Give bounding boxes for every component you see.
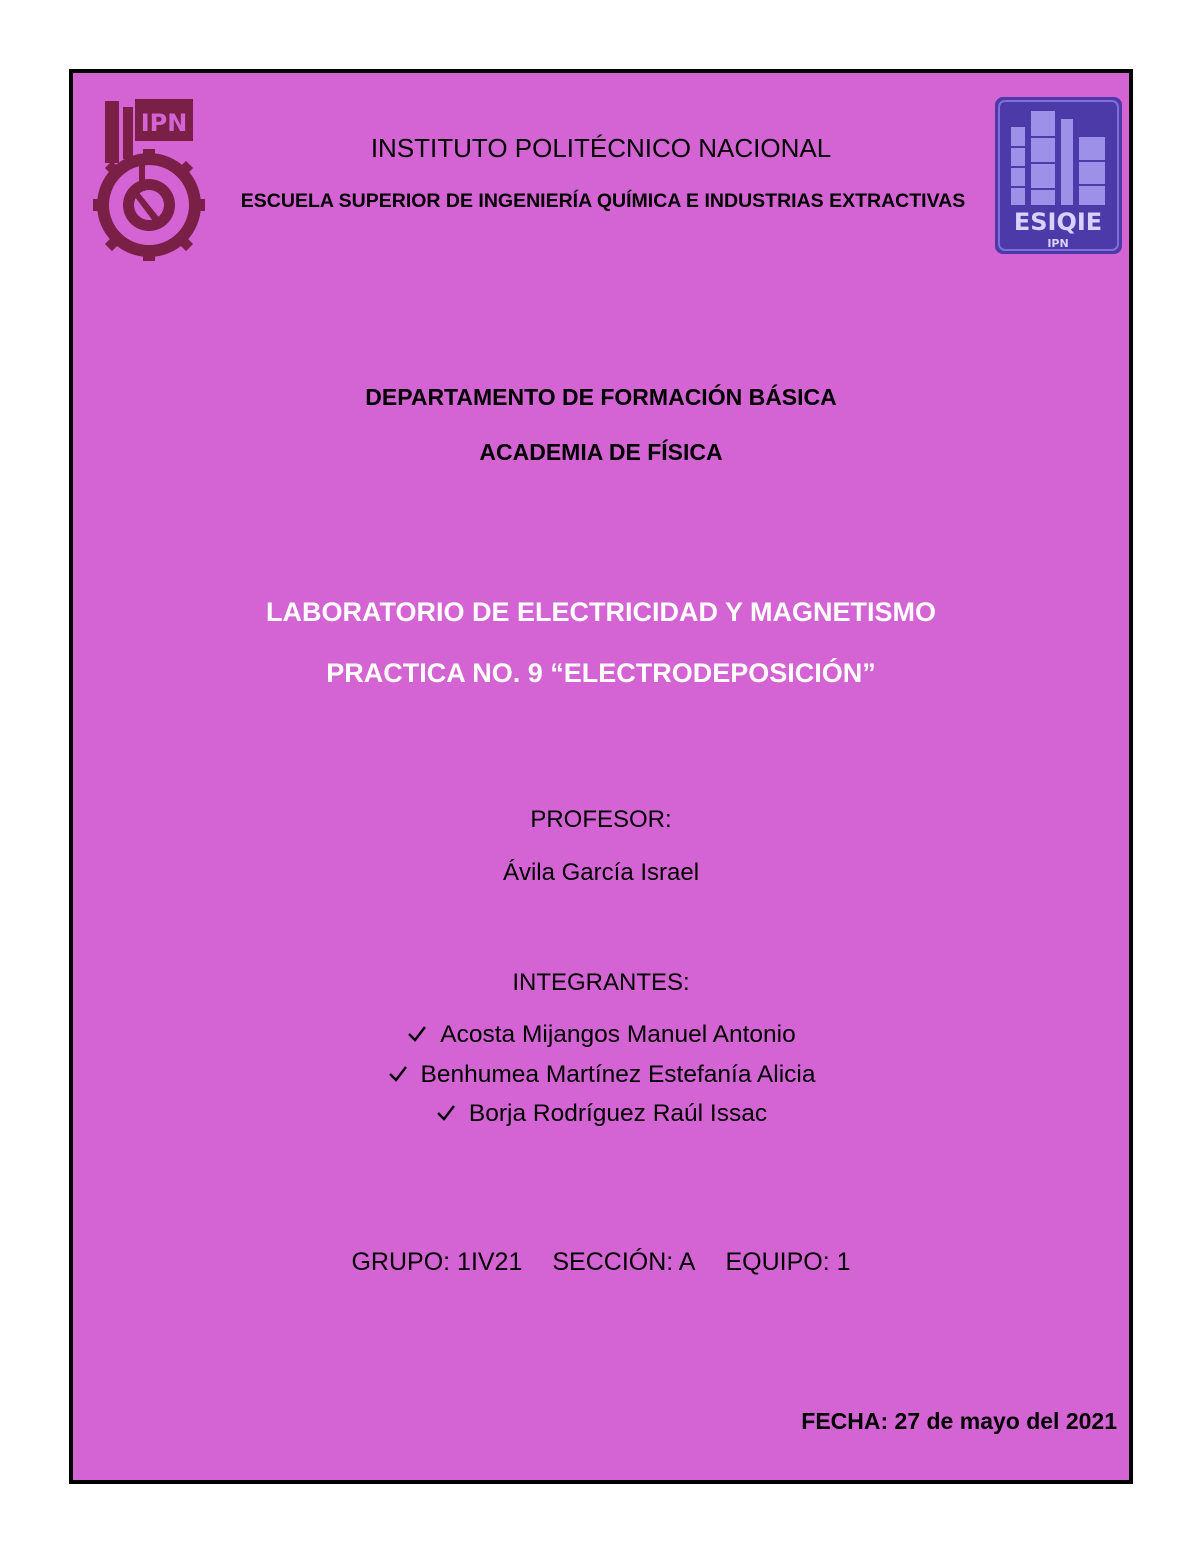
member-name: Acosta Mijangos Manuel Antonio [440,1021,796,1048]
institution-title: INSTITUTO POLITÉCNICO NACIONAL [370,133,832,163]
esiqie-logo-icon [995,97,1122,254]
checkmark-icon [435,1101,457,1129]
date-line: FECHA: 27 de mayo del 2021 [801,1408,1117,1434]
academy-name: ACADEMIA DE FÍSICA [479,439,723,465]
professor-name: Ávila García Israel [502,859,700,886]
svg-text:IPN: IPN [140,109,188,137]
team-value: EQUIPO: 1 [725,1248,851,1276]
member-name: Borja Rodríguez Raúl Issac [468,1100,768,1127]
practice-title: PRACTICA NO. 9 “ELECTRODEPOSICIÓN” [326,658,876,688]
member-name: Benhumea Martínez Estefanía Alicia [420,1061,816,1088]
member-item [73,1061,1129,1090]
svg-text:IPN: IPN [1047,237,1069,250]
checkmark-icon [387,1062,409,1090]
cover-page [69,69,1133,1484]
member-item [73,1021,1129,1050]
professor-label: PROFESOR: [530,806,672,833]
ipn-logo-icon [93,93,205,263]
group-info [73,1248,1129,1277]
members-label: INTEGRANTES: [512,969,690,996]
lab-title: LABORATORIO DE ELECTRICIDAD Y MAGNETISMO [265,597,937,627]
section-value: SECCIÓN: A [552,1248,696,1276]
svg-text:ESIQIE: ESIQIE [1013,208,1103,236]
school-name: ESCUELA SUPERIOR DE INGENIERÍA QUÍMICA E INDUSTRIAS EXTRACTIVAS [240,190,966,212]
checkmark-icon [406,1022,428,1050]
group-value: GRUPO: 1IV21 [351,1248,523,1276]
member-item [73,1100,1129,1129]
department-name: DEPARTAMENTO DE FORMACIÓN BÁSICA [365,384,837,410]
